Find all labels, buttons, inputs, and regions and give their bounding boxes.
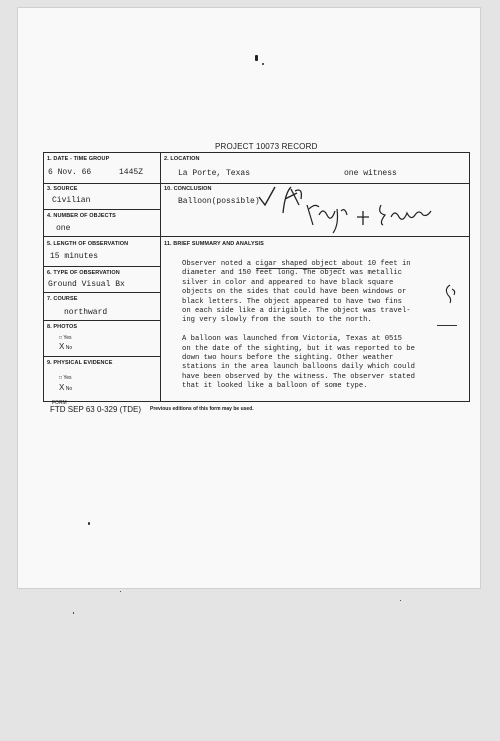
- photos-yes-mark: □: [59, 335, 63, 341]
- ink-speck: [73, 612, 74, 614]
- summary-label: 11. BRIEF SUMMARY AND ANALYSIS: [164, 241, 264, 247]
- summary-line: that it looked like a balloon of some type.: [182, 382, 368, 391]
- photos-label: 8. PHOTOS: [47, 324, 78, 330]
- date-time-label: 1. DATE - TIME GROUP: [47, 156, 110, 162]
- summary-line: down two hours before the sighting. Other weather: [182, 353, 394, 362]
- ink-speck: [262, 63, 264, 65]
- ink-mark: [255, 55, 258, 61]
- conclusion-value: Balloon(possible): [178, 197, 260, 206]
- conclusion-label: 10. CONCLUSION: [164, 186, 212, 192]
- summary-line: [182, 326, 415, 335]
- handwritten-note-annotation: [305, 195, 445, 235]
- number-of-objects-value: one: [56, 224, 71, 233]
- summary-line: have been observed by the witness. The observer stated: [182, 372, 415, 381]
- source-label: 3. SOURCE: [47, 186, 78, 192]
- footer-form-id: FTD SEP 63 0-329 (TDE): [50, 405, 141, 414]
- margin-dash-annotation: [437, 325, 457, 326]
- summary-line: objects on the sides that could have been windows or: [182, 288, 407, 297]
- row-divider: [44, 292, 160, 293]
- ink-speck: [120, 591, 121, 592]
- time-value: 1445Z: [119, 168, 144, 177]
- evidence-yes-mark: □: [59, 375, 63, 381]
- type-of-observation-label: 6. TYPE OF OBSERVATION: [47, 270, 120, 276]
- ink-speck: [88, 522, 90, 525]
- photos-no-checkbox: [59, 342, 72, 351]
- photos-yes-checkbox: [59, 335, 72, 341]
- course-label: 7. COURSE: [47, 296, 78, 302]
- summary-line: on the date of the sighting, but it was reported to be: [182, 344, 415, 353]
- photos-yes-text: Yes: [63, 335, 72, 341]
- summary-line: black letters. The object appeared to have two fins: [182, 297, 402, 306]
- source-value: Civilian: [52, 196, 91, 205]
- evidence-no-text: No: [65, 386, 73, 392]
- evidence-yes-checkbox: [59, 375, 72, 381]
- date-value: 6 Nov. 66: [48, 168, 92, 177]
- location-label: 2. LOCATION: [164, 156, 200, 162]
- row-divider: [44, 356, 160, 357]
- footer-form-label: FORM: [52, 400, 67, 406]
- row-divider: [44, 266, 160, 267]
- summary-line: silver in color and appeared to have black square: [182, 278, 394, 287]
- summary-text: [182, 260, 415, 391]
- evidence-no-checkbox: [59, 383, 72, 392]
- location-value: La Porte, Texas: [178, 169, 251, 178]
- type-of-observation-value: Ground Visual Bx: [48, 280, 125, 289]
- course-value: northward: [64, 308, 108, 317]
- row-divider: [44, 320, 160, 321]
- summary-line: stations in the area launch balloons daily which could: [182, 363, 415, 372]
- page-title: PROJECT 10073 RECORD: [215, 142, 318, 151]
- length-of-observation-value: 15 minutes: [50, 252, 99, 261]
- photos-no-text: No: [65, 345, 73, 351]
- margin-mark-annotation: [440, 283, 460, 305]
- underline-annotation: [256, 268, 342, 269]
- physical-evidence-label: 9. PHYSICAL EVIDENCE: [47, 360, 113, 366]
- footer-note: Previous editions of this form may be used.: [150, 406, 254, 412]
- row-divider: [44, 209, 160, 210]
- summary-line: Observer noted a cigar shaped object about 10 feet in: [182, 260, 411, 268]
- ink-speck: [400, 600, 401, 601]
- witness-note: one witness: [344, 169, 397, 178]
- evidence-no-mark: X: [59, 383, 65, 392]
- summary-line: A balloon was launched from Victoria, Texas at 0515: [182, 335, 402, 344]
- summary-line: diameter and 150 feet long. The object was metallic: [182, 269, 402, 278]
- row-divider: [44, 236, 470, 237]
- length-of-observation-label: 5. LENGTH OF OBSERVATION: [47, 241, 129, 247]
- evidence-yes-text: Yes: [63, 375, 72, 381]
- number-of-objects-label: 4. NUMBER OF OBJECTS: [47, 213, 116, 219]
- photos-no-mark: X: [59, 342, 65, 351]
- summary-line: ing very slowly from the south to the north.: [182, 316, 372, 325]
- summary-line: on each side like a dirigible. The object was travel-: [182, 306, 411, 315]
- column-divider: [160, 153, 161, 401]
